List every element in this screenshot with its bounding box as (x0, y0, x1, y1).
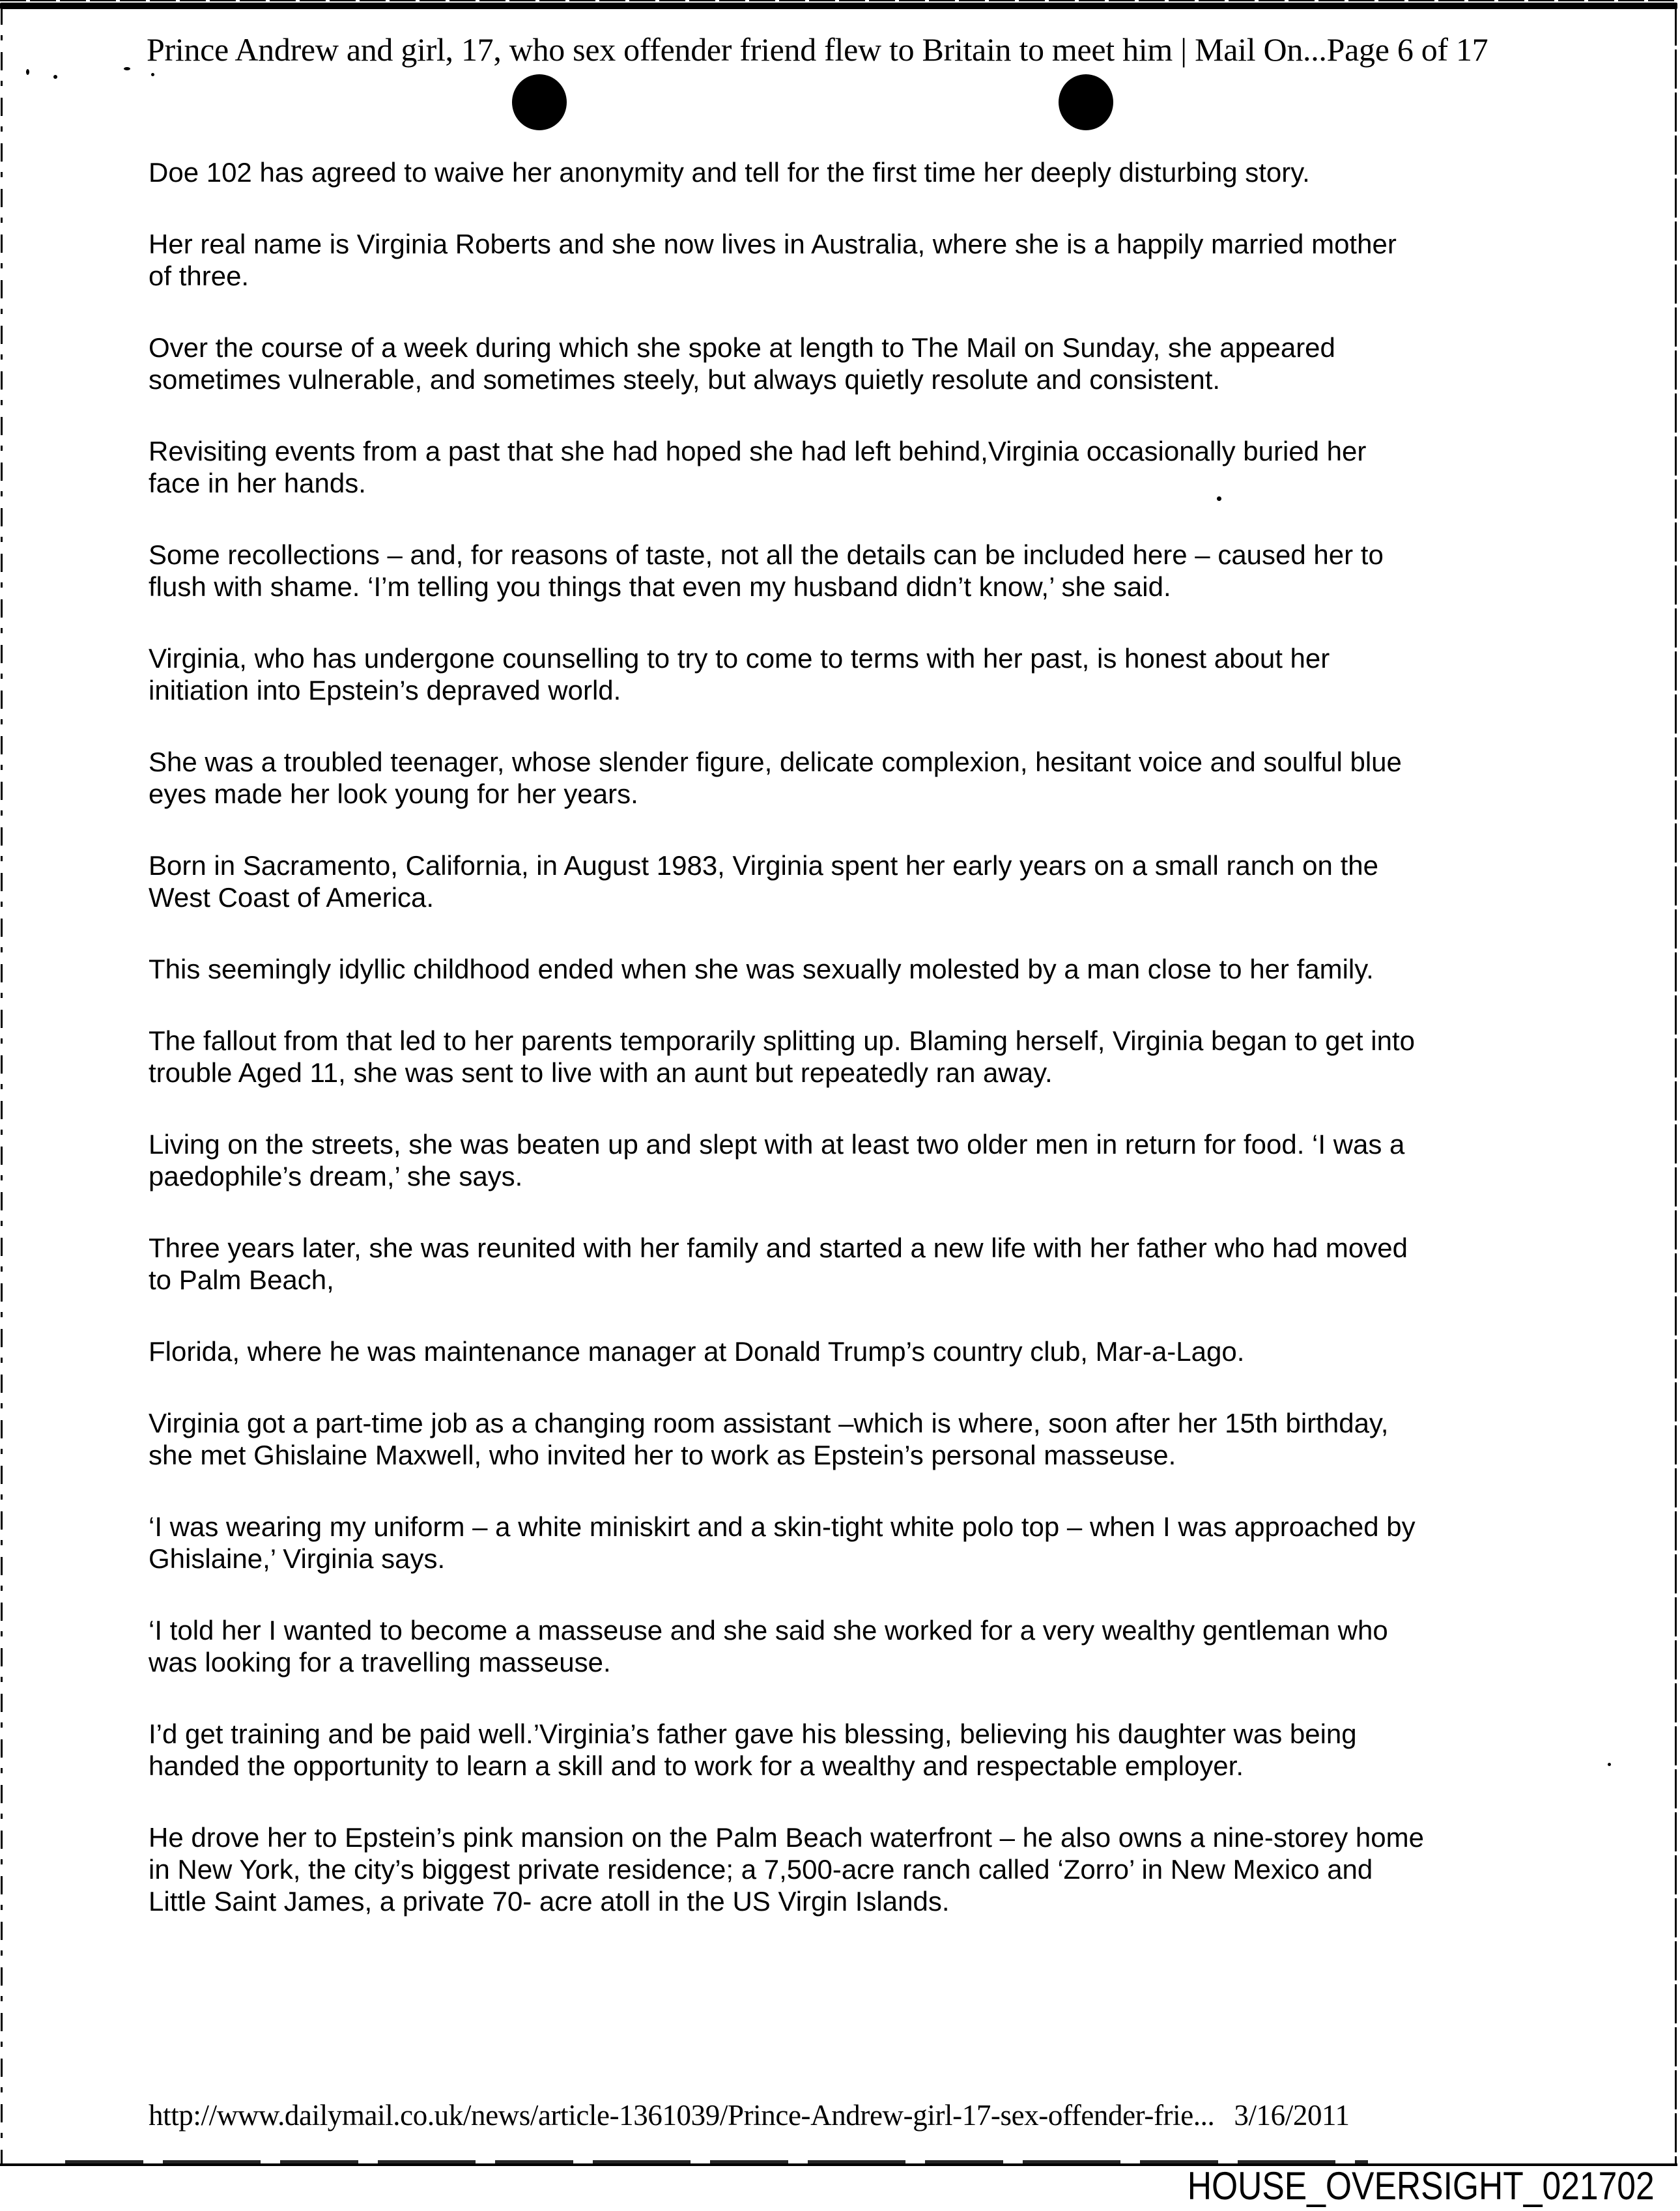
paragraph-line: was looking for a travelling masseuse. (149, 1647, 611, 1677)
paragraph-line: in New York, the city’s biggest private residence; a 7,500-acre ranch called ‘Zorro’ in New Mexico and (149, 1854, 1373, 1885)
print-date: 3/16/2011 (1234, 2099, 1350, 2132)
paragraph-line: This seemingly idyllic childhood ended when she was sexually molested by a man close to her family. (149, 954, 1374, 984)
paragraph-line: Virginia, who has undergone counselling to try to come to terms with her past, is honest about her (149, 643, 1330, 674)
article-paragraph (149, 228, 1582, 292)
paragraph-line: Over the course of a week during which she spoke at length to The Mail on Sunday, she appeared (149, 332, 1335, 363)
bates-number: HOUSE_OVERSIGHT_021702 (1188, 2164, 1655, 2208)
paragraph-line: The fallout from that led to her parents temporarily splitting up. Blaming herself, Virginia began to get into (149, 1025, 1415, 1056)
scan-border-top-thin (0, 0, 1677, 1)
article-paragraph (149, 1614, 1582, 1678)
paragraph-line: Some recollections – and, for reasons of taste, not all the details can be included here – caused her to (149, 539, 1384, 570)
article-paragraph (149, 746, 1582, 810)
scan-speck (151, 73, 154, 76)
punch-hole-left (512, 74, 567, 130)
page-indicator: Page 6 of 17 (1326, 31, 1488, 68)
article-paragraph (149, 332, 1582, 395)
paragraph-line: Revisiting events from a past that she had hoped she had left behind,Virginia occasionally buried her (149, 436, 1367, 466)
paragraph-line: to Palm Beach, (149, 1264, 334, 1295)
page-footer (149, 2098, 1350, 2132)
punch-hole-right (1059, 74, 1113, 130)
paragraph-line: flush with shame. ‘I’m telling you things that even my husband didn’t know,’ she said. (149, 571, 1171, 602)
paragraph-line: ‘I told her I wanted to become a masseuse and she said she worked for a very wealthy gentleman who (149, 1615, 1388, 1646)
paragraph-line: she met Ghislaine Maxwell, who invited her to work as Epstein’s personal masseuse. (149, 1440, 1176, 1470)
paragraph-line: sometimes vulnerable, and sometimes steely, but always quietly resolute and consistent. (149, 364, 1221, 395)
article-paragraph (149, 953, 1582, 985)
scan-speck (124, 67, 130, 70)
article-paragraph (149, 1025, 1582, 1089)
scan-border-left (1, 7, 3, 2165)
article-paragraph (149, 1407, 1582, 1471)
article-paragraph (149, 1718, 1582, 1782)
page-header (147, 31, 1488, 68)
paragraph-line: face in her hands. (149, 468, 366, 498)
paragraph-line: West Coast of America. (149, 882, 434, 913)
paragraph-line: of three. (149, 261, 249, 291)
article-paragraph (149, 156, 1582, 188)
scan-border-right (1675, 7, 1677, 2165)
paragraph-line: Born in Sacramento, California, in August 1983, Virginia spent her early years on a small ranch on the (149, 850, 1378, 881)
scan-speck (53, 75, 57, 79)
paragraph-line: initiation into Epstein’s depraved world. (149, 675, 621, 706)
article-paragraph (149, 435, 1582, 499)
document-title: Prince Andrew and girl, 17, who sex offender friend flew to Britain to meet him | Mail On... (147, 31, 1327, 68)
article-paragraph (149, 1821, 1582, 1917)
scan-speck (26, 69, 29, 75)
article-paragraph (149, 642, 1582, 706)
paragraph-line: I’d get training and be paid well.’Virginia’s father gave his blessing, believing his daughter was being (149, 1719, 1357, 1749)
paragraph-line: ‘I was wearing my uniform – a white miniskirt and a skin-tight white polo top – when I was approached by (149, 1511, 1416, 1542)
article-paragraph (149, 1128, 1582, 1192)
article-paragraph (149, 539, 1582, 603)
scan-border-top (0, 3, 1677, 9)
paragraph-line: paedophile’s dream,’ she says. (149, 1161, 523, 1191)
paragraph-line: trouble Aged 11, she was sent to live with an aunt but repeatedly ran away. (149, 1057, 1053, 1088)
article-paragraph (149, 1232, 1582, 1296)
paragraph-line: Virginia got a part-time job as a changing room assistant –which is where, soon after her 15th birthday, (149, 1408, 1389, 1438)
paragraph-line: Living on the streets, she was beaten up and slept with at least two older men in return for food. ‘I was a (149, 1129, 1405, 1160)
article-paragraph (149, 1511, 1582, 1575)
paragraph-line: Doe 102 has agreed to waive her anonymity and tell for the first time her deeply disturbing story. (149, 157, 1310, 188)
paragraph-line: She was a troubled teenager, whose slender figure, delicate complexion, hesitant voice and soulful blue (149, 747, 1402, 777)
paragraph-line: eyes made her look young for her years. (149, 778, 638, 809)
paragraph-line: Florida, where he was maintenance manager at Donald Trump’s country club, Mar-a-Lago. (149, 1336, 1245, 1367)
article-paragraph (149, 1335, 1582, 1367)
source-url[interactable]: http://www.dailymail.co.uk/news/article-1361039/Prince-Andrew-girl-17-sex-offender-frie... (149, 2099, 1215, 2132)
article-body (149, 156, 1582, 1957)
paragraph-line: Ghislaine,’ Virginia says. (149, 1543, 446, 1574)
article-paragraph (149, 849, 1582, 913)
paragraph-line: handed the opportunity to learn a skill and to work for a wealthy and respectable employer. (149, 1750, 1244, 1781)
scan-speck (1608, 1763, 1611, 1766)
paragraph-line: Three years later, she was reunited with her family and started a new life with her father who had moved (149, 1233, 1408, 1263)
paragraph-line: Little Saint James, a private 70- acre atoll in the US Virgin Islands. (149, 1886, 950, 1917)
paragraph-line: Her real name is Virginia Roberts and she now lives in Australia, where she is a happily married mother (149, 229, 1397, 259)
paragraph-line: He drove her to Epstein’s pink mansion on the Palm Beach waterfront – he also owns a nine-storey home (149, 1822, 1424, 1853)
